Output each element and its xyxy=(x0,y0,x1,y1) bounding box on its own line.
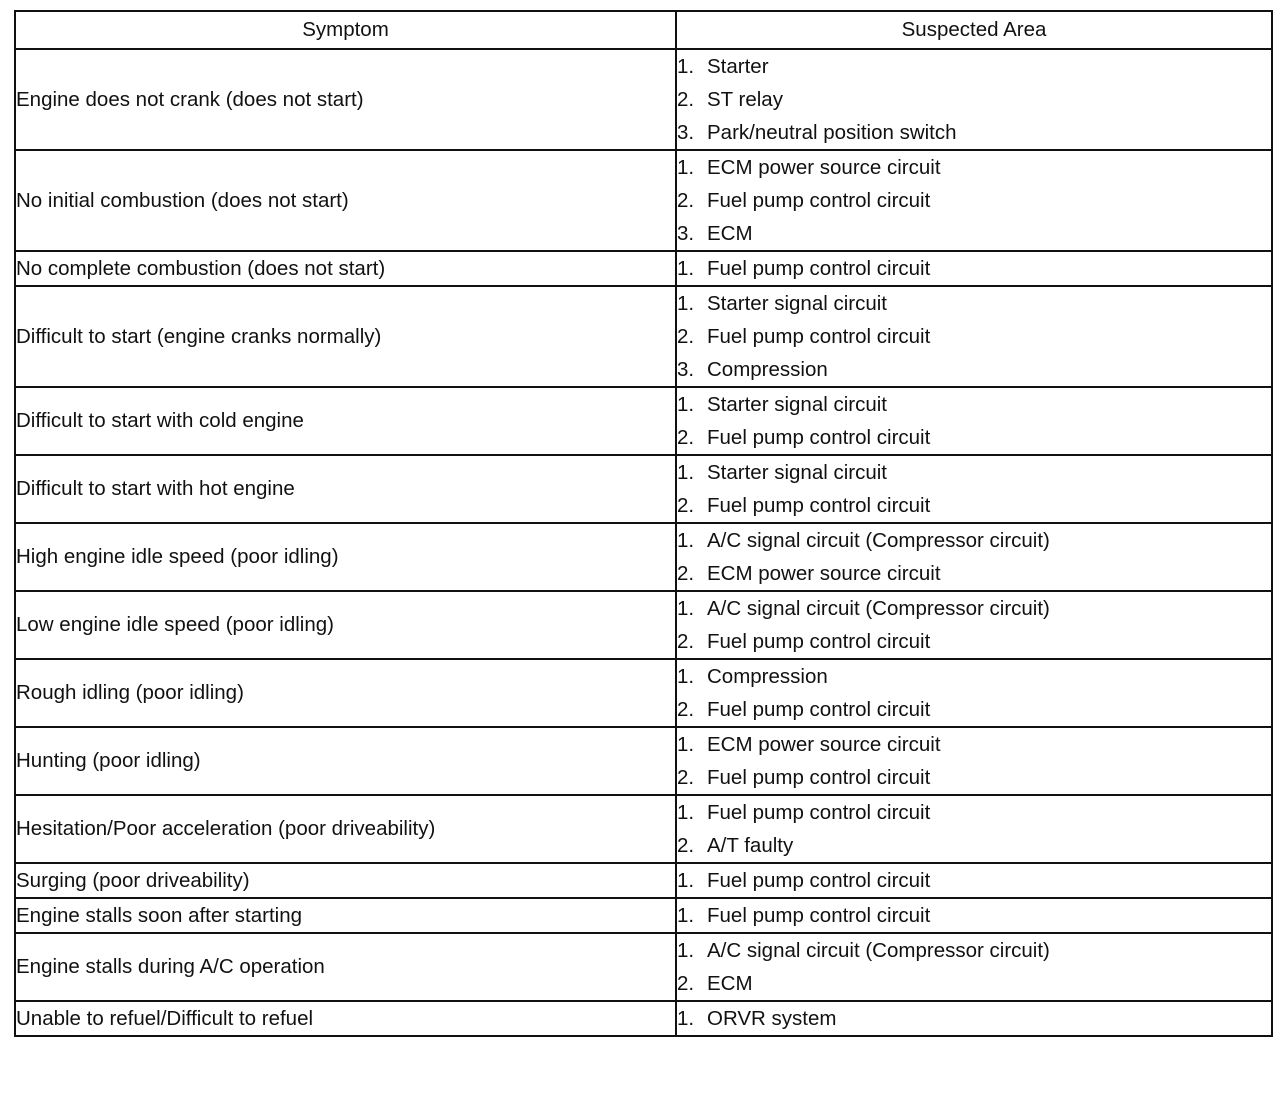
suspected-area-item xyxy=(677,489,1271,522)
suspected-area-item xyxy=(677,967,1271,1000)
item-number: 2. xyxy=(677,630,695,653)
item-number: 2. xyxy=(677,426,695,449)
symptom-cell: Difficult to start with cold engine xyxy=(15,387,676,455)
suspected-area-cell xyxy=(676,933,1272,1001)
item-text: ECM power source circuit xyxy=(707,733,941,756)
item-number: 3. xyxy=(677,222,695,245)
suspected-area-item xyxy=(677,524,1271,557)
suspected-area-cell xyxy=(676,727,1272,795)
table-row xyxy=(15,49,1272,150)
item-number: 1. xyxy=(677,801,695,824)
header-suspected-area: Suspected Area xyxy=(676,11,1272,49)
symptom-cell: Difficult to start (engine cranks normally) xyxy=(15,286,676,387)
symptom-cell: Rough idling (poor idling) xyxy=(15,659,676,727)
table-row xyxy=(15,1001,1272,1036)
item-number: 3. xyxy=(677,121,695,144)
suspected-area-item xyxy=(677,388,1271,421)
item-text: ECM power source circuit xyxy=(707,562,941,585)
suspected-area-cell xyxy=(676,898,1272,933)
suspected-area-item xyxy=(677,217,1271,250)
suspected-area-cell xyxy=(676,863,1272,898)
item-text: Fuel pump control circuit xyxy=(707,325,931,348)
item-number: 2. xyxy=(677,88,695,111)
symptom-cell: High engine idle speed (poor idling) xyxy=(15,523,676,591)
item-text: Compression xyxy=(707,358,828,381)
item-number: 1. xyxy=(677,292,695,315)
item-number: 1. xyxy=(677,156,695,179)
table-row xyxy=(15,591,1272,659)
suspected-area-item xyxy=(677,421,1271,454)
header-symptom: Symptom xyxy=(15,11,676,49)
table-row xyxy=(15,898,1272,933)
suspected-area-item xyxy=(677,1002,1271,1035)
item-text: Starter xyxy=(707,55,769,78)
suspected-area-cell xyxy=(676,523,1272,591)
suspected-area-item xyxy=(677,796,1271,829)
symptom-cell: Hesitation/Poor acceleration (poor driveability) xyxy=(15,795,676,863)
suspected-area-cell xyxy=(676,591,1272,659)
suspected-area-item xyxy=(677,761,1271,794)
item-number: 1. xyxy=(677,461,695,484)
suspected-area-item xyxy=(677,864,1271,897)
table-row xyxy=(15,727,1272,795)
table-row xyxy=(15,863,1272,898)
item-text: Fuel pump control circuit xyxy=(707,189,931,212)
table-row xyxy=(15,455,1272,523)
item-number: 2. xyxy=(677,834,695,857)
item-text: ECM xyxy=(707,972,753,995)
suspected-area-item xyxy=(677,829,1271,862)
item-number: 1. xyxy=(677,665,695,688)
symptom-cell: No initial combustion (does not start) xyxy=(15,150,676,251)
suspected-area-item xyxy=(677,660,1271,693)
item-number: 2. xyxy=(677,972,695,995)
suspected-area-item xyxy=(677,184,1271,217)
item-number: 1. xyxy=(677,55,695,78)
item-text: ECM xyxy=(707,222,753,245)
table-row xyxy=(15,523,1272,591)
item-number: 2. xyxy=(677,698,695,721)
suspected-area-item xyxy=(677,456,1271,489)
item-number: 1. xyxy=(677,904,695,927)
item-text: Park/neutral position switch xyxy=(707,121,957,144)
symptom-cell: Difficult to start with hot engine xyxy=(15,455,676,523)
item-text: ECM power source circuit xyxy=(707,156,941,179)
suspected-area-item xyxy=(677,83,1271,116)
suspected-area-cell xyxy=(676,795,1272,863)
item-text: Fuel pump control circuit xyxy=(707,869,931,892)
item-number: 1. xyxy=(677,1007,695,1030)
table-row xyxy=(15,286,1272,387)
table-row xyxy=(15,795,1272,863)
suspected-area-item xyxy=(677,116,1271,149)
item-number: 1. xyxy=(677,869,695,892)
item-number: 2. xyxy=(677,562,695,585)
symptom-cell: Surging (poor driveability) xyxy=(15,863,676,898)
suspected-area-item xyxy=(677,151,1271,184)
suspected-area-item xyxy=(677,934,1271,967)
symptom-cell: No complete combustion (does not start) xyxy=(15,251,676,286)
suspected-area-item xyxy=(677,557,1271,590)
suspected-area-cell xyxy=(676,387,1272,455)
table-row xyxy=(15,387,1272,455)
item-text: A/C signal circuit (Compressor circuit) xyxy=(707,529,1050,552)
symptom-cell: Hunting (poor idling) xyxy=(15,727,676,795)
suspected-area-item xyxy=(677,899,1271,932)
header-row xyxy=(15,11,1272,49)
table-row xyxy=(15,933,1272,1001)
item-text: Starter signal circuit xyxy=(707,393,888,416)
item-text: A/C signal circuit (Compressor circuit) xyxy=(707,597,1050,620)
symptom-cell: Engine stalls during A/C operation xyxy=(15,933,676,1001)
suspected-area-cell xyxy=(676,150,1272,251)
item-number: 1. xyxy=(677,257,695,280)
item-text: Fuel pump control circuit xyxy=(707,257,931,280)
suspected-area-item xyxy=(677,320,1271,353)
suspected-area-item xyxy=(677,50,1271,83)
item-text: A/T faulty xyxy=(707,834,794,857)
item-number: 1. xyxy=(677,733,695,756)
item-text: Fuel pump control circuit xyxy=(707,801,931,824)
item-text: ORVR system xyxy=(707,1007,837,1030)
symptom-cell: Unable to refuel/Difficult to refuel xyxy=(15,1001,676,1036)
item-text: Fuel pump control circuit xyxy=(707,698,931,721)
item-number: 1. xyxy=(677,597,695,620)
item-text: Fuel pump control circuit xyxy=(707,904,931,927)
suspected-area-item xyxy=(677,693,1271,726)
suspected-area-item xyxy=(677,625,1271,658)
suspected-area-item xyxy=(677,592,1271,625)
suspected-area-item xyxy=(677,287,1271,320)
table-body xyxy=(15,49,1272,1036)
item-number: 2. xyxy=(677,766,695,789)
suspected-area-item xyxy=(677,353,1271,386)
suspected-area-item xyxy=(677,728,1271,761)
suspected-area-item xyxy=(677,252,1271,285)
table-row xyxy=(15,659,1272,727)
item-number: 1. xyxy=(677,529,695,552)
item-number: 2. xyxy=(677,189,695,212)
item-number: 1. xyxy=(677,939,695,962)
item-text: A/C signal circuit (Compressor circuit) xyxy=(707,939,1050,962)
table-row xyxy=(15,251,1272,286)
item-number: 3. xyxy=(677,358,695,381)
suspected-area-cell xyxy=(676,49,1272,150)
item-number: 2. xyxy=(677,494,695,517)
suspected-area-cell xyxy=(676,659,1272,727)
suspected-area-cell xyxy=(676,455,1272,523)
item-number: 1. xyxy=(677,393,695,416)
symptom-cell: Engine stalls soon after starting xyxy=(15,898,676,933)
symptom-cell: Low engine idle speed (poor idling) xyxy=(15,591,676,659)
symptom-table xyxy=(14,10,1273,1037)
item-text: Starter signal circuit xyxy=(707,461,888,484)
symptom-cell: Engine does not crank (does not start) xyxy=(15,49,676,150)
suspected-area-cell xyxy=(676,286,1272,387)
item-text: Compression xyxy=(707,665,828,688)
suspected-area-cell xyxy=(676,1001,1272,1036)
item-text: Fuel pump control circuit xyxy=(707,766,931,789)
item-text: Starter signal circuit xyxy=(707,292,888,315)
table-row xyxy=(15,150,1272,251)
item-text: Fuel pump control circuit xyxy=(707,426,931,449)
item-text: ST relay xyxy=(707,88,783,111)
item-text: Fuel pump control circuit xyxy=(707,494,931,517)
suspected-area-cell xyxy=(676,251,1272,286)
item-number: 2. xyxy=(677,325,695,348)
item-text: Fuel pump control circuit xyxy=(707,630,931,653)
